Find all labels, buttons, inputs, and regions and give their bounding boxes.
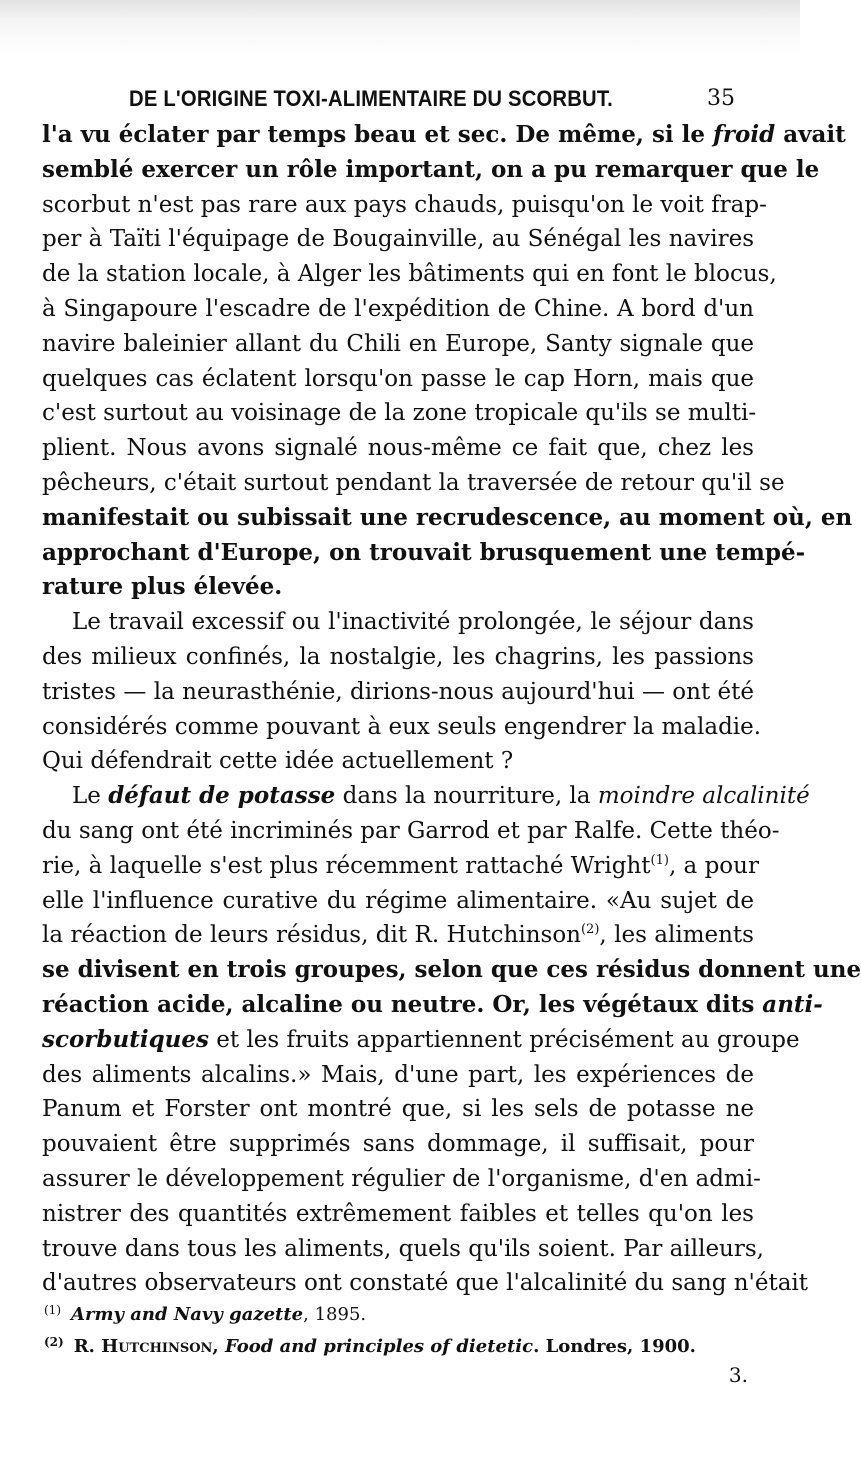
signature-mark: 3.	[728, 1363, 748, 1387]
text-line: à Singapoure l'escadre de l'expédition de Chine. A bord d'un	[42, 295, 754, 322]
text-line: la réaction de leurs résidus, dit R. Hutchinson$^{(2)}$, les aliments	[42, 922, 754, 949]
footnote-ref-2: (2)	[580, 922, 600, 938]
page-edge-shadow	[0, 0, 800, 60]
text-line: plient. Nous avons signalé nous-même ce fait que, chez les	[42, 435, 754, 462]
text-line: considérés comme pouvant à eux seuls engendrer la maladie.	[42, 713, 762, 740]
footnote-2-mark: (2)	[44, 1335, 64, 1349]
text-line: per à Taïti l'équipage de Bougainville, au Sénégal les navires	[42, 226, 754, 253]
text-line: l'a vu éclater par temps beau et sec. De même, si le froid avait	[42, 121, 846, 148]
text-line: réaction acide, alcaline ou neutre. Or, les végétaux dits anti-	[42, 990, 823, 1018]
text-line: de la station locale, à Alger les bâtiments qui en font le blocus,	[42, 261, 777, 288]
text-line: tristes — la neurasthénie, dirions-nous aujourd'hui — ont été	[42, 678, 754, 705]
text-line: assurer le développement régulier de l'organisme, d'en admi-	[42, 1165, 761, 1192]
text-line: quelques cas éclatent lorsqu'on passe le cap Horn, mais que	[42, 365, 754, 392]
footnote-2: $^{(2)}$ R. Hutchinson, Food and principles of dietetic. Londres, 1900.	[44, 1335, 696, 1357]
text-line: rie, à laquelle s'est plus récemment rattaché Wright$^{(1)}$, a pour	[42, 852, 759, 879]
text-line: elle l'influence curative du régime alimentaire. «Au sujet de	[42, 887, 754, 914]
text-line: manifestait ou subissait une recrudescence, au moment où, en	[42, 503, 853, 531]
text-line: nistrer des quantités extrêmement faibles et telles qu'on les	[42, 1200, 754, 1227]
page-number: 35	[707, 86, 735, 111]
text-line: c'est surtout au voisinage de la zone tropicale qu'ils se multi-	[42, 400, 757, 427]
footnotes	[44, 1294, 750, 1358]
text-line: rature plus élevée.	[42, 573, 283, 601]
text-line: Panum et Forster ont montré que, si les sels de potasse ne	[42, 1096, 754, 1123]
page-header	[95, 84, 735, 116]
footnote-1-mark: (1)	[44, 1303, 61, 1317]
text-line: se divisent en trois groupes, selon que ces résidus donnent une	[42, 956, 861, 984]
text-line: des milieux confinés, la nostalgie, les chagrins, les passions	[42, 643, 754, 670]
text-line: approchant d'Europe, on trouvait brusquement une tempé-	[42, 538, 806, 566]
footnote-1: $^{(1)}$ Army and Navy gazette, 1895.	[44, 1303, 367, 1325]
text-line: pêcheurs, c'était surtout pendant la traversée de retour qu'il se	[42, 469, 785, 496]
text-line: Qui défendrait cette idée actuellement ?	[42, 748, 514, 775]
text-line: d'autres observateurs ont constaté que l'alcalinité du sang n'était	[42, 1270, 809, 1297]
body-text	[42, 118, 861, 1301]
footnote-ref-1: (1)	[650, 852, 669, 868]
text-line: pouvaient être supprimés sans dommage, il suffisait, pour	[42, 1131, 754, 1158]
text-line: des aliments alcalins.» Mais, d'une part, les expériences de	[42, 1061, 754, 1088]
running-title: DE L'ORIGINE TOXI-ALIMENTAIRE DU SCORBUT.	[129, 86, 613, 111]
text-line: Le travail excessif ou l'inactivité prolongée, le séjour dans	[72, 609, 754, 636]
text-line: trouve dans tous les aliments, quels qu'ils soient. Par ailleurs,	[42, 1235, 764, 1262]
text-line: du sang ont été incriminés par Garrod et par Ralfe. Cette théo-	[42, 817, 780, 844]
text-line: navire baleinier allant du Chili en Europe, Santy signale que	[42, 330, 754, 357]
text-line: scorbutiques et les fruits appartiennent précisément au groupe	[42, 1025, 800, 1053]
text-line: semblé exercer un rôle important, on a pu remarquer que le	[42, 155, 820, 183]
text-line: scorbut n'est pas rare aux pays chauds, puisqu'on le voit frap-	[42, 191, 767, 218]
text-line: Le défaut de potasse dans la nourriture, la moindre alcalinité	[72, 782, 810, 810]
